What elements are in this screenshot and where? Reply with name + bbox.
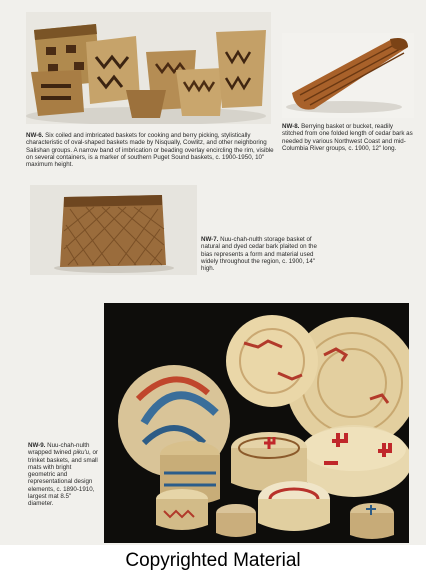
caption-nw8 bbox=[282, 123, 414, 152]
cedar-bark-bucket-image bbox=[282, 33, 414, 118]
photo-nw9-trinket-baskets bbox=[104, 303, 409, 543]
caption-nw6 bbox=[26, 132, 274, 168]
caption-nw8-text: Berrying basket or bucket, readily stitched from one folded length of cedar bark as needed by various Northwest Coast and mid-Columbia River groups, c. 1900, 12" long. bbox=[282, 123, 413, 152]
caption-nw8-id: NW-8. bbox=[282, 123, 300, 130]
photo-nw7-storage-basket bbox=[30, 185, 197, 275]
photo-nw6-baskets bbox=[26, 12, 271, 124]
plaited-storage-basket-image bbox=[30, 185, 197, 275]
caption-nw9 bbox=[28, 442, 98, 508]
photo-nw8-berrying-basket bbox=[282, 33, 414, 118]
trinket-baskets-and-mats-image bbox=[104, 303, 409, 543]
caption-nw7-text: Nuu-chah-nulth storage basket of natural and dyed cedar bark plaited on the bias represents a form and material used widely throughout the region, c. 1900, 14" high. bbox=[201, 236, 317, 273]
caption-nw9-italic: piku'u bbox=[73, 449, 90, 457]
six-coiled-baskets-image bbox=[26, 12, 271, 124]
copyright-banner: Copyrighted Material bbox=[0, 545, 426, 576]
caption-nw6-id: NW-6. bbox=[26, 132, 44, 139]
caption-nw9-text-after: , or trinket baskets, and small mats with bright geometric and representational design elements, c. 1890-1910, largest mat 8.5" diameter. bbox=[28, 449, 98, 508]
caption-nw9-text-before: Nuu-chah-nulth wrapped twined bbox=[28, 442, 90, 457]
caption-nw7 bbox=[201, 236, 329, 272]
caption-nw7-id: NW-7. bbox=[201, 236, 219, 243]
caption-nw9-id: NW-9. bbox=[28, 442, 46, 449]
caption-nw6-text: Six coiled and imbricated baskets for cooking and berry picking, stylistically characteristic of oval-shaped baskets made by Nisqually, Cowlitz, and other neighboring Salishan groups. A narrow band of imbrication or beading overlay encircling the rim, visible on several containers, is a marker of southern Puget Sound baskets, c. 1900-1950, 10" maximum height. bbox=[26, 132, 274, 169]
